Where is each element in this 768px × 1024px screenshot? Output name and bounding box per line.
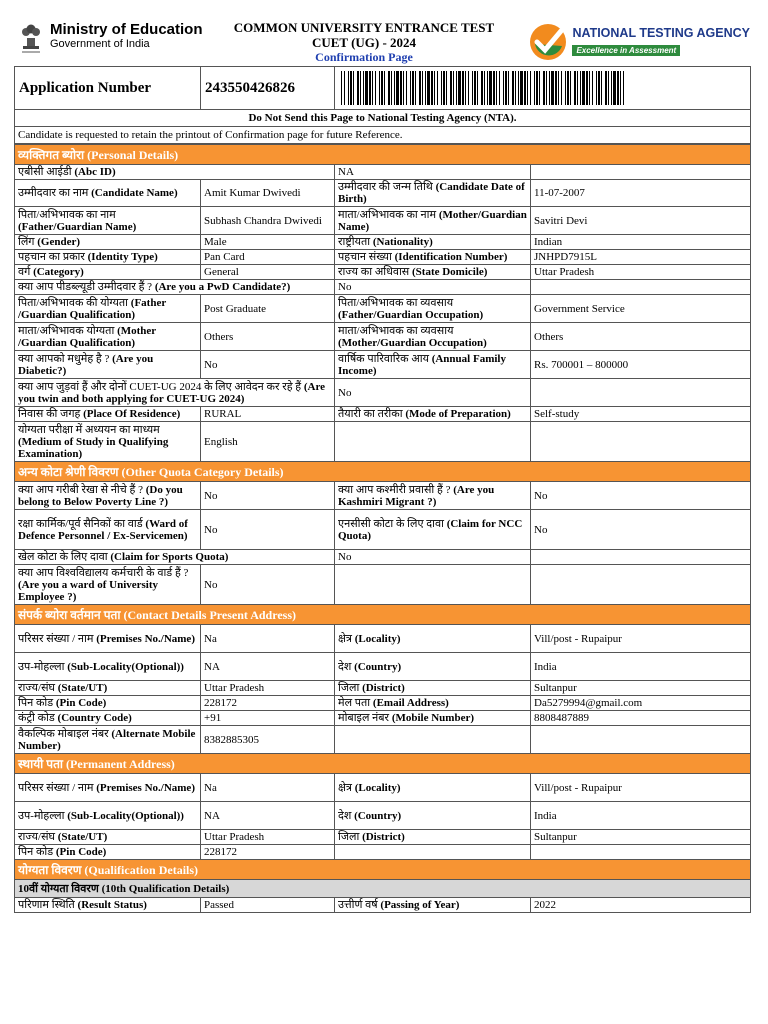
field-label [15,830,201,845]
field-label-hindi: योग्यता परीक्षा में अध्ययन का माध्यम [18,423,160,436]
details-table [14,144,751,913]
field-value [531,726,751,754]
field-value [531,565,751,605]
detail-row [15,323,751,351]
field-value: Savitri Devi [531,207,751,235]
field-label-hindi: उम्मीदवार का नाम [18,187,92,199]
section-header-quota [15,462,751,482]
detail-row [15,482,751,510]
exam-title: COMMON UNIVERSITY ENTRANCE TEST [233,20,495,35]
detail-row [15,295,751,323]
field-label-hindi: पहचान का प्रकार [18,251,88,263]
field-label-english: (State Domicile) [412,266,488,278]
national-emblem-icon [18,18,44,54]
field-label [335,482,531,510]
field-value: 8382885305 [201,726,335,754]
page-header [14,8,750,66]
field-value: Amit Kumar Dwivedi [201,180,335,207]
field-label [15,681,201,696]
field-label [335,774,531,802]
field-label-english: (Place Of Residence) [83,408,181,420]
field-label-english: (Mother/Guardian Name) [338,208,527,233]
field-label-english: (Mode of Preparation) [405,408,511,420]
field-label-english: (Claim for Sports Quota) [110,551,229,563]
field-label-english: (Mother/Guardian Occupation) [338,336,487,349]
field-value: No [201,565,335,605]
field-label-hindi: एनसीसी कोटा के लिए दावा [338,517,447,530]
field-label-hindi: माता/अभिभावक का नाम [338,208,439,221]
field-label-hindi: राज्य/संघ [18,682,58,694]
field-label [335,802,531,830]
field-label-english: (Alternate Mobile Number) [18,727,196,752]
field-label-english: (Premises No./Name) [96,781,195,794]
field-label-hindi: परिसर संख्या / नाम [18,781,97,794]
barcode-icon [339,71,629,105]
field-label [335,407,531,422]
field-label-english: (Are you a PwD Candidate?) [154,281,291,293]
field-label-english: (District) [362,831,405,843]
field-label-english: (Ward of Defence Personnel / Ex-Servicemen) [18,517,188,542]
field-label-hindi: माता/अभिभावक योग्यता [18,324,118,337]
field-label-english: (Identification Number) [394,251,508,263]
field-label-hindi: पहचान संख्या [338,251,395,263]
field-label-hindi: राज्य/संघ [18,831,58,843]
field-label-hindi: मेल पता [338,697,373,709]
field-label-english: (Pin Code) [55,846,107,858]
field-label [15,653,201,681]
empty-cell [531,550,751,565]
nta-logo-block [528,22,750,62]
field-label-english: (Mother /Guardian Qualification) [18,324,156,349]
detail-row [15,510,751,550]
detail-row [15,165,751,180]
detail-row [15,265,751,280]
field-value: No [201,351,335,379]
field-label-hindi: रक्षा कार्मिक/पूर्व सैनिकों का वार्ड [18,517,146,530]
field-label-english: (Are you Kashmiri Migrant ?) [338,483,495,508]
section-title: योग्यता विवरण (Qualification Details) [15,860,751,880]
field-label-english: (Locality) [354,632,401,645]
field-label-hindi: क्या आप जुड़वां हैं और दोनों CUET-UG 2024 के लिए आवेदन कर रहे हैं [18,380,304,393]
empty-cell [531,165,751,180]
field-label-hindi: क्या आप गरीबी रेखा से नीचे हैं ? [18,483,146,496]
field-label [335,726,531,754]
detail-row [15,250,751,265]
field-label [335,711,531,726]
field-label-english: (Sub-Locality(Optional)) [67,660,184,673]
field-label-english: (Claim for NCC Quota) [338,517,523,542]
field-label-hindi: निवास की जगह [18,408,84,420]
exam-heading [204,20,524,64]
field-value: Vill/post - Rupaipur [531,625,751,653]
field-label-english: (Gender) [37,236,81,248]
detail-row [15,774,751,802]
field-value: Uttar Pradesh [201,830,335,845]
field-label [335,295,531,323]
exam-subtitle: CUET (UG) - 2024 [311,35,417,50]
ministry-block [18,18,203,54]
field-label-hindi: एबीसी आईडी [18,166,75,178]
field-label [335,235,531,250]
detail-row [15,802,751,830]
field-label [15,180,201,207]
field-label-hindi: पिन कोड [18,846,56,858]
field-value: Self-study [531,407,751,422]
field-label-english: (Abc ID) [74,166,116,178]
field-label-english: (Result Status) [77,899,147,911]
application-table [14,66,751,144]
field-value: Na [201,774,335,802]
field-label [15,295,201,323]
field-label [15,265,201,280]
field-label-english: (Category) [33,266,84,278]
field-label [15,280,335,295]
section-header-personal [15,145,751,165]
field-label [335,207,531,235]
field-label [15,323,201,351]
application-number-value: 243550426826 [201,67,335,110]
detail-row [15,898,751,913]
field-label-hindi: तैयारी का तरीका [338,408,406,420]
field-label-hindi: उत्तीर्ण वर्ष [338,899,381,911]
detail-row [15,625,751,653]
field-label-english: (Premises No./Name) [96,632,195,645]
detail-row [15,207,751,235]
field-label [335,830,531,845]
field-label-hindi: परिसर संख्या / नाम [18,632,97,645]
field-value: NA [201,802,335,830]
field-label-hindi: देश [338,809,355,822]
field-label [15,898,201,913]
field-label-english: (Pin Code) [55,697,107,709]
barcode-cell [335,67,751,110]
field-value: Sultanpur [531,681,751,696]
detail-row [15,565,751,605]
field-label [15,550,335,565]
field-label-hindi: लिंग [18,236,38,248]
field-label-english: (Are you twin and both applying for CUET-UG 2024) [18,380,326,405]
field-label-english: (Mobile Number) [391,712,474,724]
field-label [15,696,201,711]
field-value: No [335,280,531,295]
field-label-english: (Candidate Date of Birth) [338,181,525,205]
field-label-english: (Father /Guardian Qualification) [18,296,167,321]
field-label-english: (State/UT) [57,682,108,694]
field-value: General [201,265,335,280]
field-label [335,510,531,550]
field-label [335,565,531,605]
field-label-hindi: पिन कोड [18,697,56,709]
field-label [15,379,335,407]
field-label [335,250,531,265]
detail-row [15,711,751,726]
field-label-english: (Annual Family Income) [338,352,506,377]
field-value: Indian [531,235,751,250]
field-label-english: (Do you belong to Below Poverty Line ?) [18,483,183,508]
field-value: India [531,802,751,830]
detail-row [15,351,751,379]
field-label-english: (Locality) [354,781,401,794]
detail-row [15,696,751,711]
field-label [15,625,201,653]
field-label-hindi: वैकल्पिक मोबाइल नंबर [18,727,112,740]
section-title: अन्य कोटा श्रेणी विवरण (Other Quota Category Details) [15,462,751,482]
field-value: Government Service [531,295,751,323]
field-label [15,422,201,462]
retain-note: Candidate is requested to retain the printout of Confirmation page for future Reference. [15,127,751,144]
field-label [15,510,201,550]
field-label [15,165,335,180]
field-label-english: (Passing of Year) [380,899,460,911]
section-header-tenth [15,880,751,898]
field-label-hindi: मोबाइल नंबर [338,712,392,724]
field-value: Rs. 700001 – 800000 [531,351,751,379]
field-label-english: (Identity Type) [87,251,158,263]
field-label-hindi: परिणाम स्थिति [18,899,78,911]
field-value: No [335,379,531,407]
field-label-hindi: राष्ट्रीयता [338,236,373,248]
detail-row [15,653,751,681]
field-value: Sultanpur [531,830,751,845]
field-label [335,351,531,379]
field-label [335,422,531,462]
field-label-hindi: क्या आप विश्वविद्यालय कर्मचारी के वार्ड हैं ? [18,566,189,579]
field-label-english: (Nationality) [372,236,433,248]
field-label-hindi: खेल कोटा के लिए दावा [18,551,111,563]
detail-row [15,681,751,696]
field-value: Others [531,323,751,351]
field-label [15,207,201,235]
field-value: Uttar Pradesh [531,265,751,280]
field-label [15,711,201,726]
field-label-hindi: जिला [338,831,363,843]
field-label [15,565,201,605]
section-title: व्यक्तिगत ब्योरा (Personal Details) [15,145,751,165]
field-label [15,482,201,510]
field-label-hindi: पिता/अभिभावक का नाम [18,208,116,221]
field-label-english: (Email Address) [372,697,449,709]
field-label-english: (Father/Guardian Occupation) [338,308,484,321]
section-title: स्थायी पता (Permanent Address) [15,754,751,774]
page-title: Confirmation Page [315,50,413,64]
field-label-hindi: माता/अभिभावक का व्यवसाय [338,324,454,337]
field-label-english: (Candidate Name) [91,187,178,199]
field-label [15,407,201,422]
field-label-hindi: उप-मोहल्ला [18,809,68,822]
application-number-label: Application Number [15,67,201,110]
field-label [335,265,531,280]
empty-cell [531,379,751,407]
field-label-hindi: देश [338,660,355,673]
field-label-hindi: क्या आपको मधुमेह है ? [18,352,113,365]
field-value: Uttar Pradesh [201,681,335,696]
field-label-hindi: उप-मोहल्ला [18,660,68,673]
field-label-hindi: उम्मीदवार की जन्म तिथि [338,181,436,193]
field-value: 228172 [201,845,335,860]
field-value: No [201,510,335,550]
application-number-row [15,67,751,110]
section-title: संपर्क ब्योरा वर्तमान पता (Contact Details Present Address) [15,605,751,625]
nta-check-logo-icon [528,22,568,62]
field-value: Pan Card [201,250,335,265]
field-value [531,845,751,860]
field-label [15,845,201,860]
field-value: 2022 [531,898,751,913]
field-value: No [531,510,751,550]
field-label-hindi: कंट्री कोड [18,712,58,724]
field-label-hindi: पिता/अभिभावक का व्यवसाय [338,296,454,309]
agency-tagline: Excellence in Assessment [572,45,680,56]
field-value: Male [201,235,335,250]
field-label-english: (Country Code) [57,712,132,724]
detail-row [15,180,751,207]
field-label-hindi: क्षेत्र [338,632,355,645]
field-label-english: (Sub-Locality(Optional)) [67,809,184,822]
agency-name: NATIONAL TESTING AGENCY [572,26,750,40]
detail-row [15,422,751,462]
section-header-permanent [15,754,751,774]
field-label [335,845,531,860]
detail-row [15,280,751,295]
field-label-english: (Country) [354,809,402,822]
field-label-english: (Country) [354,660,402,673]
section-title: 10वीं योग्यता विवरण (10th Qualification Details) [15,880,751,898]
field-label [15,351,201,379]
field-value: 11-07-2007 [531,180,751,207]
field-label-hindi: वार्षिक पारिवारिक आय [338,352,432,365]
detail-row [15,235,751,250]
field-label [15,235,201,250]
field-label [15,250,201,265]
field-label [335,681,531,696]
field-label [335,625,531,653]
field-label [15,726,201,754]
confirmation-page [14,8,750,913]
ministry-title: Ministry of Education [50,20,203,38]
field-label-english: (State/UT) [57,831,108,843]
field-value: +91 [201,711,335,726]
detail-row [15,550,751,565]
field-value: NA [335,165,531,180]
section-header-qualification [15,860,751,880]
field-label [15,802,201,830]
field-value: Da5279994@gmail.com [531,696,751,711]
field-value: No [335,550,531,565]
field-label-english: (Are you Diabetic?) [18,352,154,377]
field-label-hindi: क्षेत्र [338,781,355,794]
ministry-subtitle: Government of India [50,37,150,50]
field-label [335,180,531,207]
field-label-hindi: क्या आप कश्मीरी प्रवासी हैं ? [338,483,454,496]
field-value: Vill/post - Rupaipur [531,774,751,802]
field-label-english: (Are you a ward of University Employee ?) [18,578,159,603]
field-label [335,323,531,351]
detail-row [15,830,751,845]
field-label [335,696,531,711]
field-value: 228172 [201,696,335,711]
do-not-send-notice: Do Not Send this Page to National Testing Agency (NTA). [15,110,751,127]
field-value: Subhash Chandra Dwivedi [201,207,335,235]
field-value: RURAL [201,407,335,422]
field-value: Passed [201,898,335,913]
field-label-hindi: पिता/अभिभावक की योग्यता [18,296,131,309]
field-label-hindi: जिला [338,682,363,694]
field-value: NA [201,653,335,681]
field-value: Na [201,625,335,653]
field-value: 8808487889 [531,711,751,726]
section-header-contact [15,605,751,625]
field-label [15,774,201,802]
field-value [531,422,751,462]
field-label-english: (Father/Guardian Name) [18,220,137,233]
detail-row [15,407,751,422]
field-value: No [201,482,335,510]
field-value: Others [201,323,335,351]
field-label [335,653,531,681]
field-label [335,898,531,913]
field-value: JNHPD7915L [531,250,751,265]
empty-cell [531,280,751,295]
detail-row [15,726,751,754]
detail-row [15,379,751,407]
field-value: No [531,482,751,510]
field-value: English [201,422,335,462]
field-label-english: (Medium of Study in Qualifying Examination) [18,435,169,460]
field-label-hindi: क्या आप पीडब्ल्यूडी उम्मीदवार हैं ? [18,281,155,293]
field-value: India [531,653,751,681]
field-label-hindi: राज्य का अधिवास [338,266,412,278]
field-label-hindi: वर्ग [18,266,34,278]
field-value: Post Graduate [201,295,335,323]
field-label-english: (District) [362,682,405,694]
detail-row [15,845,751,860]
